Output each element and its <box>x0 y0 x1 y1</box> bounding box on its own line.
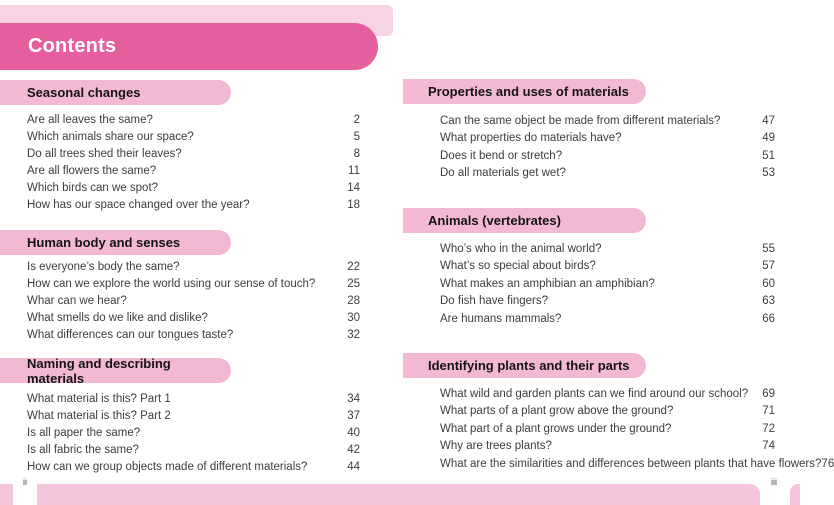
toc-entry-page: 53 <box>762 167 775 180</box>
toc-entry-page: 22 <box>347 260 360 273</box>
toc-section-entries <box>440 240 775 328</box>
toc-entry-title: What smells do we like and dislike? <box>27 311 208 324</box>
toc-entry[interactable] <box>27 441 360 458</box>
toc-section-entries <box>27 111 360 213</box>
toc-section-title: Properties and uses of materials <box>428 84 629 99</box>
toc-section-entries <box>27 390 360 475</box>
toc-section-header-naming-materials <box>0 355 231 386</box>
folio-right: iii <box>771 477 777 487</box>
toc-entry-title: Are humans mammals? <box>440 312 562 325</box>
toc-entry[interactable] <box>27 275 360 292</box>
toc-section-header-properties-materials <box>403 79 646 104</box>
toc-section-header-seasonal-changes <box>0 80 231 105</box>
toc-entry-title: Are all leaves the same? <box>27 113 153 126</box>
toc-entry-page: 55 <box>762 242 775 255</box>
footer-band-left-stub <box>0 484 13 505</box>
toc-entry[interactable] <box>27 407 360 424</box>
toc-entry[interactable] <box>27 390 360 407</box>
toc-entry-title: Do fish have fingers? <box>440 295 549 308</box>
toc-entry-page: 14 <box>347 181 360 194</box>
toc-entry[interactable] <box>440 438 775 456</box>
toc-entry[interactable] <box>440 293 775 311</box>
toc-section-title: Human body and senses <box>27 235 181 250</box>
toc-entry-page: 28 <box>347 294 360 307</box>
toc-entry-title: What material is this? Part 1 <box>27 392 171 405</box>
toc-entry-title: What’s so special about birds? <box>440 260 596 273</box>
toc-entry[interactable] <box>440 240 775 258</box>
toc-entry-title: How has our space changed over the year? <box>27 198 250 211</box>
toc-entry-title: Does it bend or stretch? <box>440 149 563 162</box>
toc-section-title: Animals (vertebrates) <box>428 213 561 228</box>
toc-entry[interactable] <box>440 455 834 473</box>
toc-entry-title: What are the similarities and differences between plants that have flowers? <box>440 457 822 470</box>
toc-section-entries <box>27 258 360 343</box>
toc-section-title: Identifying plants and their parts <box>428 358 630 373</box>
toc-section-entries <box>440 385 834 473</box>
toc-entry[interactable] <box>27 424 360 441</box>
toc-entry[interactable] <box>440 130 775 148</box>
toc-entry-page: 44 <box>347 460 360 473</box>
toc-section-header-animals-vertebrates <box>403 208 646 233</box>
toc-entry-title: Which birds can we spot? <box>27 181 159 194</box>
toc-entry[interactable] <box>27 128 360 145</box>
toc-entry[interactable] <box>440 165 775 183</box>
toc-entry-title: How can we explore the world using our sense of touch? <box>27 277 316 290</box>
footer-band-right-stub <box>790 484 800 505</box>
toc-entry-title: What makes an amphibian an amphibian? <box>440 277 655 290</box>
toc-entry-title: How can we group objects made of different materials? <box>27 460 308 473</box>
toc-entry-page: 37 <box>347 409 360 422</box>
toc-section-title: Naming and describing materials <box>27 355 171 386</box>
toc-entry-page: 74 <box>762 440 775 453</box>
toc-entry-title: What wild and garden plants can we find around our school? <box>440 387 749 400</box>
toc-entry-page: 18 <box>347 198 360 211</box>
toc-entry-title: Whar can we hear? <box>27 294 127 307</box>
toc-entry-page: 30 <box>347 311 360 324</box>
toc-entry-page: 25 <box>347 277 360 290</box>
toc-entry[interactable] <box>27 326 360 343</box>
toc-entry[interactable] <box>27 196 360 213</box>
toc-entry-page: 69 <box>762 387 775 400</box>
toc-entry-page: 66 <box>762 312 775 325</box>
toc-entry-title: What properties do materials have? <box>440 132 622 145</box>
toc-entry-page: 34 <box>347 392 360 405</box>
toc-entry-title: Which animals share our space? <box>27 130 194 143</box>
toc-entry-title: Who’s who in the animal world? <box>440 242 602 255</box>
toc-entry-page: 40 <box>347 426 360 439</box>
toc-entry-title: Is all paper the same? <box>27 426 141 439</box>
toc-section-header-human-body <box>0 230 231 255</box>
toc-entry[interactable] <box>27 111 360 128</box>
toc-entry-title: Do all materials get wet? <box>440 167 566 180</box>
page-title: Contents <box>28 35 117 57</box>
toc-entry-page: 5 <box>353 130 360 143</box>
toc-entry-page: 71 <box>762 405 775 418</box>
toc-entry-page: 76 <box>821 457 834 470</box>
toc-entry[interactable] <box>440 275 775 293</box>
toc-entry[interactable] <box>27 145 360 162</box>
toc-entry-page: 47 <box>762 114 775 127</box>
toc-entry[interactable] <box>27 258 360 275</box>
toc-entry[interactable] <box>440 420 775 438</box>
toc-entry-title: What part of a plant grows under the ground? <box>440 422 672 435</box>
toc-entry-page: 32 <box>347 328 360 341</box>
toc-section-header-identifying-plants <box>403 353 646 378</box>
toc-entry-title: Is all fabric the same? <box>27 443 139 456</box>
toc-entry[interactable] <box>440 403 775 421</box>
page-title-banner <box>0 23 378 70</box>
toc-entry-title: What parts of a plant grow above the ground? <box>440 405 674 418</box>
toc-entry[interactable] <box>440 147 775 165</box>
folio-left: ii <box>23 477 27 487</box>
toc-entry-title: Can the same object be made from different materials? <box>440 114 721 127</box>
toc-entry[interactable] <box>440 385 775 403</box>
toc-entry-page: 63 <box>762 295 775 308</box>
toc-section-entries <box>440 112 775 182</box>
toc-entry[interactable] <box>27 309 360 326</box>
toc-entry[interactable] <box>440 112 775 130</box>
toc-entry-page: 2 <box>353 113 360 126</box>
footer-band-main <box>37 484 760 505</box>
toc-entry[interactable] <box>440 258 775 276</box>
toc-entry-title: Do all trees shed their leaves? <box>27 147 182 160</box>
toc-entry[interactable] <box>27 162 360 179</box>
toc-entry-page: 60 <box>762 277 775 290</box>
toc-section-title: Seasonal changes <box>27 85 141 100</box>
toc-entry-title: Why are trees plants? <box>440 440 552 453</box>
toc-entry-page: 11 <box>348 164 360 177</box>
toc-entry[interactable] <box>27 292 360 309</box>
toc-entry[interactable] <box>27 458 360 475</box>
toc-entry[interactable] <box>27 179 360 196</box>
toc-entry-page: 72 <box>762 422 775 435</box>
toc-entry-page: 42 <box>347 443 360 456</box>
toc-entry[interactable] <box>440 310 775 328</box>
toc-entry-page: 8 <box>353 147 360 160</box>
toc-entry-title: What material is this? Part 2 <box>27 409 171 422</box>
toc-entry-page: 49 <box>762 132 775 145</box>
toc-entry-title: Are all flowers the same? <box>27 164 157 177</box>
toc-entry-title: What differences can our tongues taste? <box>27 328 234 341</box>
toc-entry-page: 51 <box>762 149 775 162</box>
toc-entry-page: 57 <box>762 260 775 273</box>
toc-entry-title: Is everyone’s body the same? <box>27 260 180 273</box>
